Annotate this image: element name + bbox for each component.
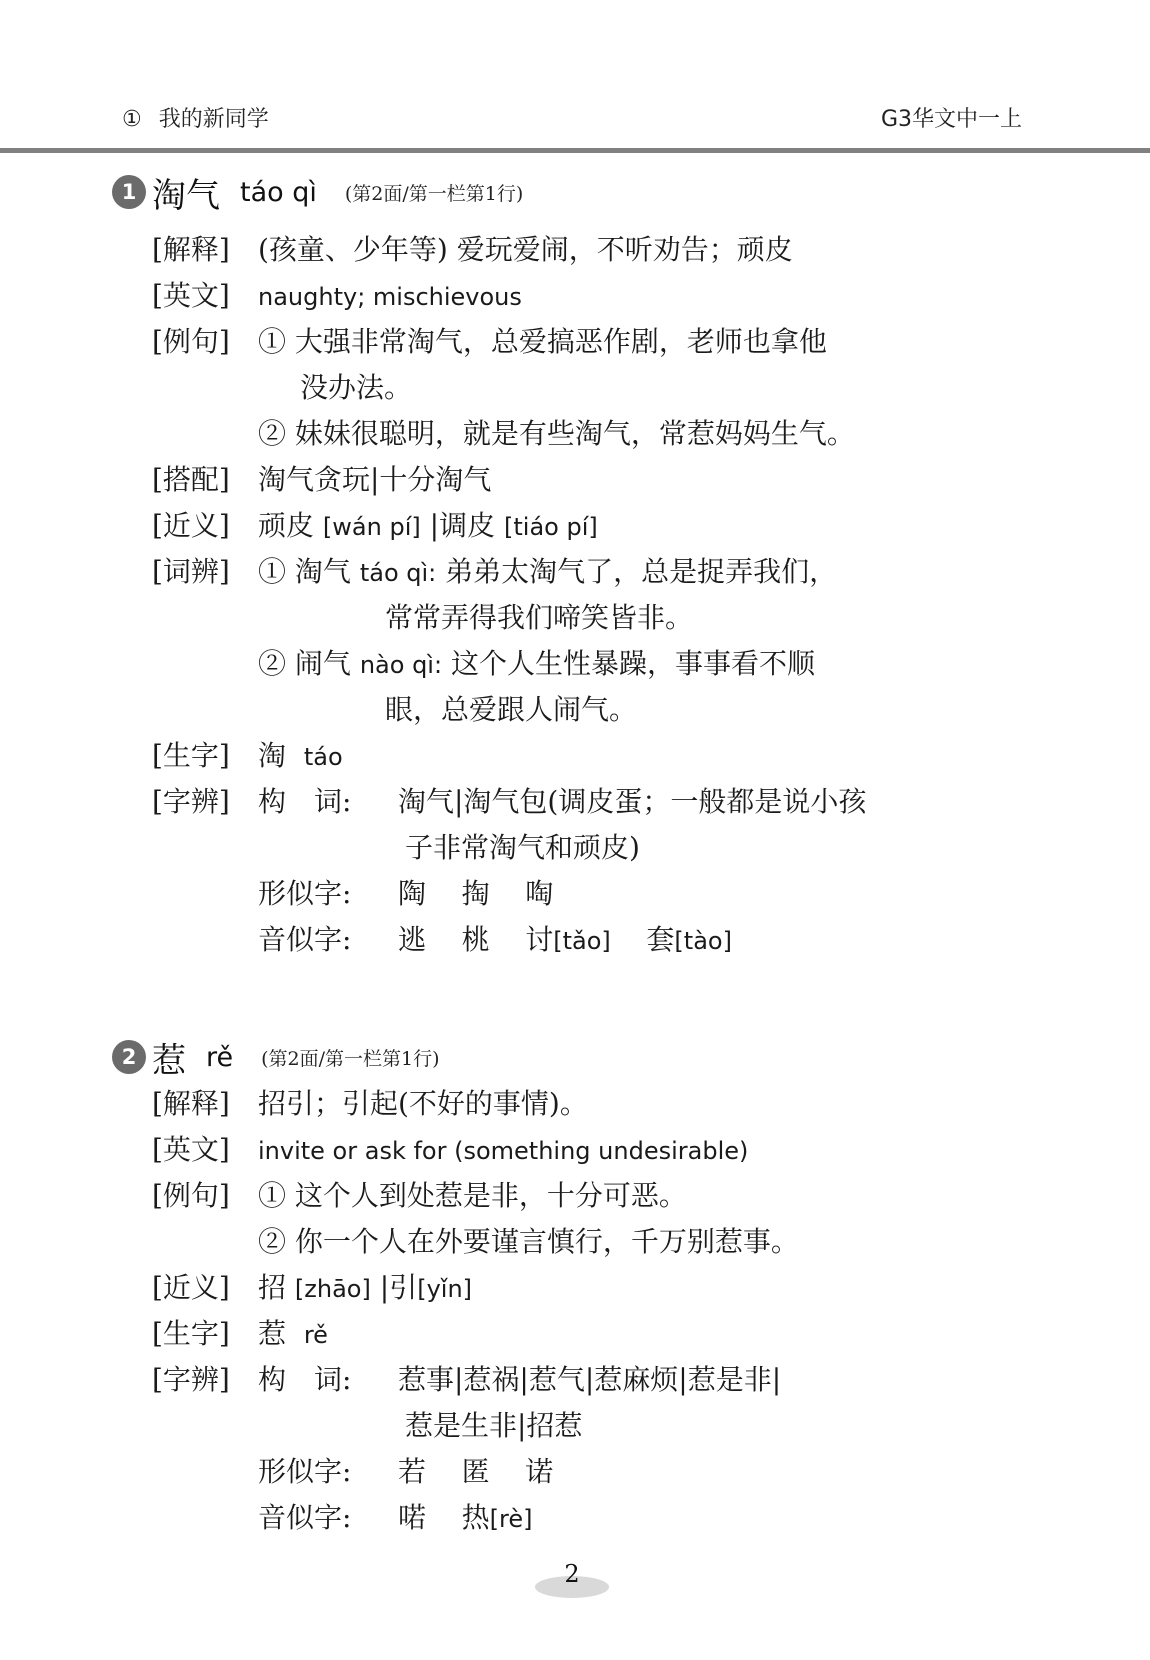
example-row-2 [258,412,855,456]
entry-pinyin: táo qì [240,176,317,208]
example-row-1 [152,1174,687,1218]
distinction-pinyin: nào qì: [359,651,443,679]
word-building-cont [405,826,640,870]
definition-row [152,228,793,272]
entry-pinyin: rě [206,1041,234,1073]
example-text-cont: 没办法。 [300,371,413,404]
similar-form-label: 形似字: [258,1455,352,1488]
similar-sound-char: 逃 [398,923,427,956]
english-row [152,274,522,318]
similar-form-row [258,1450,553,1494]
similar-form-char: 啕 [525,877,554,910]
entry-heading [112,1035,440,1079]
example-row-1 [152,320,827,364]
new-char: 惹 [258,1317,287,1350]
similar-form-char: 若 [398,1455,427,1488]
distinction-row-1 [152,550,837,594]
english-text: invite or ask for (something undesirable) [258,1137,749,1165]
distinction-word: 淘气 [294,555,351,588]
synonym-separator: | [429,509,440,542]
header-divider [0,148,1150,153]
synonyms-tag: [近义] [152,1271,230,1304]
distinction-text: 这个人生性暴躁，事事看不顺 [450,647,815,680]
similar-sound-char: 热 [461,1501,490,1534]
examples-tag: [例句] [152,325,230,358]
new-char-row [152,1312,328,1356]
similar-form-char: 诺 [525,1455,554,1488]
distinction-text-cont: 眼，总爱跟人闹气。 [385,693,638,726]
new-char: 淘 [258,739,287,772]
synonym-pinyin: [tiáo pí] [504,513,598,541]
entry-number-badge: 2 [112,1040,146,1074]
english-row [152,1128,748,1172]
synonym-word: 引 [389,1271,418,1304]
example-text: 这个人到处惹是非，十分可恶。 [294,1179,687,1212]
entry-word: 惹 [152,1040,186,1081]
similar-sound-label: 音似字: [258,923,352,956]
synonym-pinyin: [zhāo] [294,1275,371,1303]
similar-sound-char: 套 [646,923,675,956]
synonym-word: 招 [258,1271,287,1304]
entry-number-badge: 1 [112,175,146,209]
example-marker: ① [258,1179,287,1212]
similar-form-char: 匿 [461,1455,490,1488]
synonyms-row [152,1266,472,1310]
synonym-word: 调皮 [439,509,496,542]
example-text: 妹妹很聪明，就是有些淘气，常惹妈妈生气。 [294,417,855,450]
definition-tag: [解释] [152,1087,230,1120]
chapter-heading [122,102,269,133]
example-row-2 [258,1220,799,1264]
example-marker: ② [258,417,287,450]
example-text: 大强非常淘气，总爱搞恶作剧，老师也拿他 [294,325,827,358]
similar-form-char: 掏 [461,877,490,910]
new-char-row [152,734,343,778]
similar-sound-pinyin: [tǎo] [553,927,611,955]
collocation-row [152,458,491,502]
similar-sound-char: 桃 [461,923,490,956]
examples-tag: [例句] [152,1179,230,1212]
char-analysis-tag: [字辨] [152,1363,230,1396]
distinction-row-2 [258,642,815,686]
new-char-tag: [生字] [152,1317,230,1350]
distinction-tag: [词辨] [152,555,230,588]
synonyms-tag: [近义] [152,509,230,542]
distinction-word: 闹气 [294,647,351,680]
char-analysis-tag: [字辨] [152,785,230,818]
word-building-text-cont: 子非常淘气和顽皮) [405,831,640,864]
word-building-cont [405,1404,582,1448]
example-text: 你一个人在外要谨言慎行，千万别惹事。 [294,1225,799,1258]
distinction-marker: ① [258,555,287,588]
distinction-text-cont: 常常弄得我们啼笑皆非。 [385,601,694,634]
example-marker: ② [258,1225,287,1258]
example-marker: ① [258,325,287,358]
word-building-label: 构 词: [258,1363,352,1396]
chapter-marker: ① [122,107,142,132]
synonym-word: 顽皮 [258,509,315,542]
char-analysis-row [152,1358,781,1402]
definition-text: (孩童、少年等) 爱玩爱闹，不听劝告；顽皮 [258,233,793,266]
collocation-text: 淘气贪玩|十分淘气 [258,463,492,496]
synonyms-row [152,504,598,548]
word-building-text: 惹事|惹祸|惹气|惹麻烦|惹是非| [398,1363,782,1396]
page-header [0,0,1150,152]
similar-sound-row [258,1496,532,1540]
synonym-pinyin: [yǐn] [417,1275,473,1303]
definition-tag: [解释] [152,233,230,266]
similar-form-char: 陶 [398,877,427,910]
entry-heading [112,170,523,214]
synonym-pinyin: [wán pí] [322,513,421,541]
definition-row [152,1082,588,1126]
definition-text: 招引；引起(不好的事情)。 [258,1087,588,1120]
char-analysis-row [152,780,866,824]
similar-sound-label: 音似字: [258,1501,352,1534]
distinction-text: 弟弟太淘气了，总是捉弄我们， [445,555,838,588]
similar-sound-char: 喏 [398,1501,427,1534]
collocation-tag: [搭配] [152,463,230,496]
entry-reference: (第2面/第一栏第1行) [261,1047,440,1070]
word-building-text: 淘气|淘气包(调皮蛋；一般都是说小孩 [398,785,867,818]
similar-form-row [258,872,553,916]
example-row-1-cont [300,366,412,410]
english-tag: [英文] [152,1133,230,1166]
similar-form-label: 形似字: [258,877,352,910]
new-char-tag: [生字] [152,739,230,772]
word-building-label: 构 词: [258,785,352,818]
page-number: 2 [564,1560,580,1588]
english-tag: [英文] [152,279,230,312]
synonym-separator: | [379,1271,390,1304]
english-text: naughty; mischievous [258,283,522,311]
chapter-title: 我的新同学 [158,107,269,132]
page-footer [535,1560,609,1594]
new-char-pinyin: táo [303,743,343,771]
distinction-marker: ② [258,647,287,680]
entry-reference: (第2面/第一栏第1行) [344,182,524,205]
similar-sound-pinyin: [rè] [489,1505,533,1533]
distinction-pinyin: táo qì: [359,559,437,587]
distinction-row-1-cont [385,596,693,640]
similar-sound-pinyin: [tào] [674,927,732,955]
distinction-row-2-cont [385,688,637,732]
book-title: G3华文中一上 [880,107,1022,132]
word-building-text-cont: 惹是生非|招惹 [405,1409,583,1442]
entry-word: 淘气 [152,175,220,216]
similar-sound-char: 讨 [525,923,554,956]
similar-sound-row [258,918,732,962]
new-char-pinyin: rě [303,1321,328,1349]
